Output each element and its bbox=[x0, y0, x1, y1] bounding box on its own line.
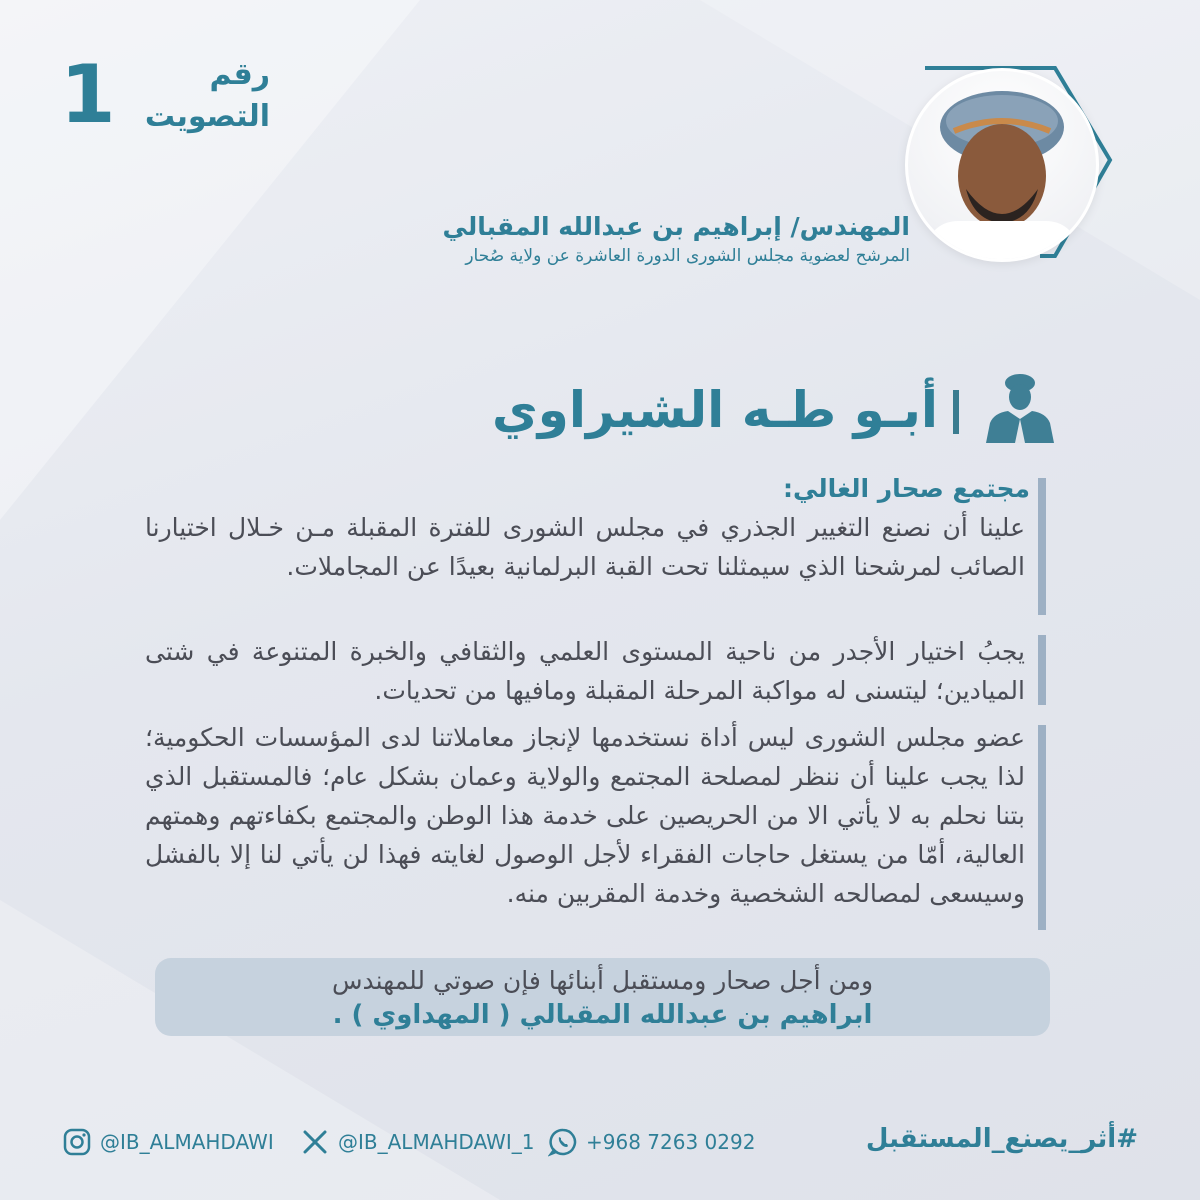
heading-divider bbox=[953, 390, 959, 434]
person-turban-icon bbox=[982, 367, 1058, 443]
paragraph-bar bbox=[1038, 635, 1046, 705]
closing-line-1: ومن أجل صحار ومستقبل أبنائها فإن صوتي للمهندس bbox=[331, 966, 874, 995]
candidate-subtitle: المرشح لعضوية مجلس الشورى الدورة العاشرة عن ولاية صُحار bbox=[465, 246, 910, 266]
vote-label-line1: رقم bbox=[209, 57, 270, 92]
section-subheading: مجتمع صحار الغالي: bbox=[782, 474, 1030, 503]
paragraph-1: علينا أن نصنع التغيير الجذري في مجلس الشورى للفترة المقبلة مـن خـلال اختيارنا الصائب لمرشحنا الذي سيمثلنا تحت القبة البرلمانية بعيدًا عن المجاملات. bbox=[145, 513, 1025, 581]
x-logo-icon bbox=[300, 1127, 330, 1157]
author-name: أبـو طـه الشيراوي bbox=[491, 381, 938, 439]
whatsapp-link[interactable] bbox=[548, 1124, 755, 1160]
candidate-photo bbox=[905, 68, 1099, 262]
candidate-name: المهندس/ إبراهيم بن عبدالله المقبالي bbox=[442, 212, 910, 241]
vote-number-block bbox=[60, 48, 270, 141]
campaign-hashtag[interactable]: #أثر_يصنع_المستقبل bbox=[865, 1124, 1138, 1154]
paragraph-2: يجبُ اختيار الأجدر من ناحية المستوى العلمي والثقافي والخبرة المتنوعة في شتى الميادين؛ ليتسنى له مواكبة المرحلة المقبلة ومافيها من تحديات. bbox=[145, 637, 1025, 705]
paragraph-bar bbox=[1038, 725, 1046, 930]
vote-number: 1 bbox=[60, 48, 116, 141]
instagram-icon bbox=[62, 1127, 92, 1157]
phone-number: +968 7263 0292 bbox=[586, 1130, 756, 1154]
closing-statement-box bbox=[155, 958, 1050, 1036]
x-handle: @IB_ALMAHDAWI_1 bbox=[338, 1130, 535, 1154]
closing-line-2: ابراهيم بن عبدالله المقبالي ( المهداوي ) . bbox=[332, 1000, 873, 1030]
instagram-link[interactable] bbox=[62, 1124, 274, 1160]
candidate-portrait-icon bbox=[908, 71, 1096, 259]
whatsapp-icon bbox=[548, 1127, 578, 1157]
paragraph-bar bbox=[1038, 478, 1046, 615]
x-link[interactable] bbox=[300, 1124, 534, 1160]
vote-label-line2: التصويت bbox=[144, 99, 270, 134]
paragraph-3: عضو مجلس الشورى ليس أداة نستخدمها لإنجاز معاملاتنا لدى المؤسسات الحكومية؛ لذا يجب علينا أن ننظر لمصلحة المجتمع والولاية وعمان بشكل عام؛ فالمستقبل الذي بتنا نحلم به لا يأتي الا من الحريصين على خدمة هذا الوطن والمجتمع بكفاءتهم وهمتهم العالية، أمّا من يستغل حاجات الفقراء لأجل الوصول لغايته فهذا لن يأتي لنا إلا بالفشل وسيسعى لمصالحه الشخصية وخدمة المقربين منه. bbox=[145, 723, 1025, 908]
instagram-handle: @IB_ALMAHDAWI bbox=[100, 1130, 274, 1154]
